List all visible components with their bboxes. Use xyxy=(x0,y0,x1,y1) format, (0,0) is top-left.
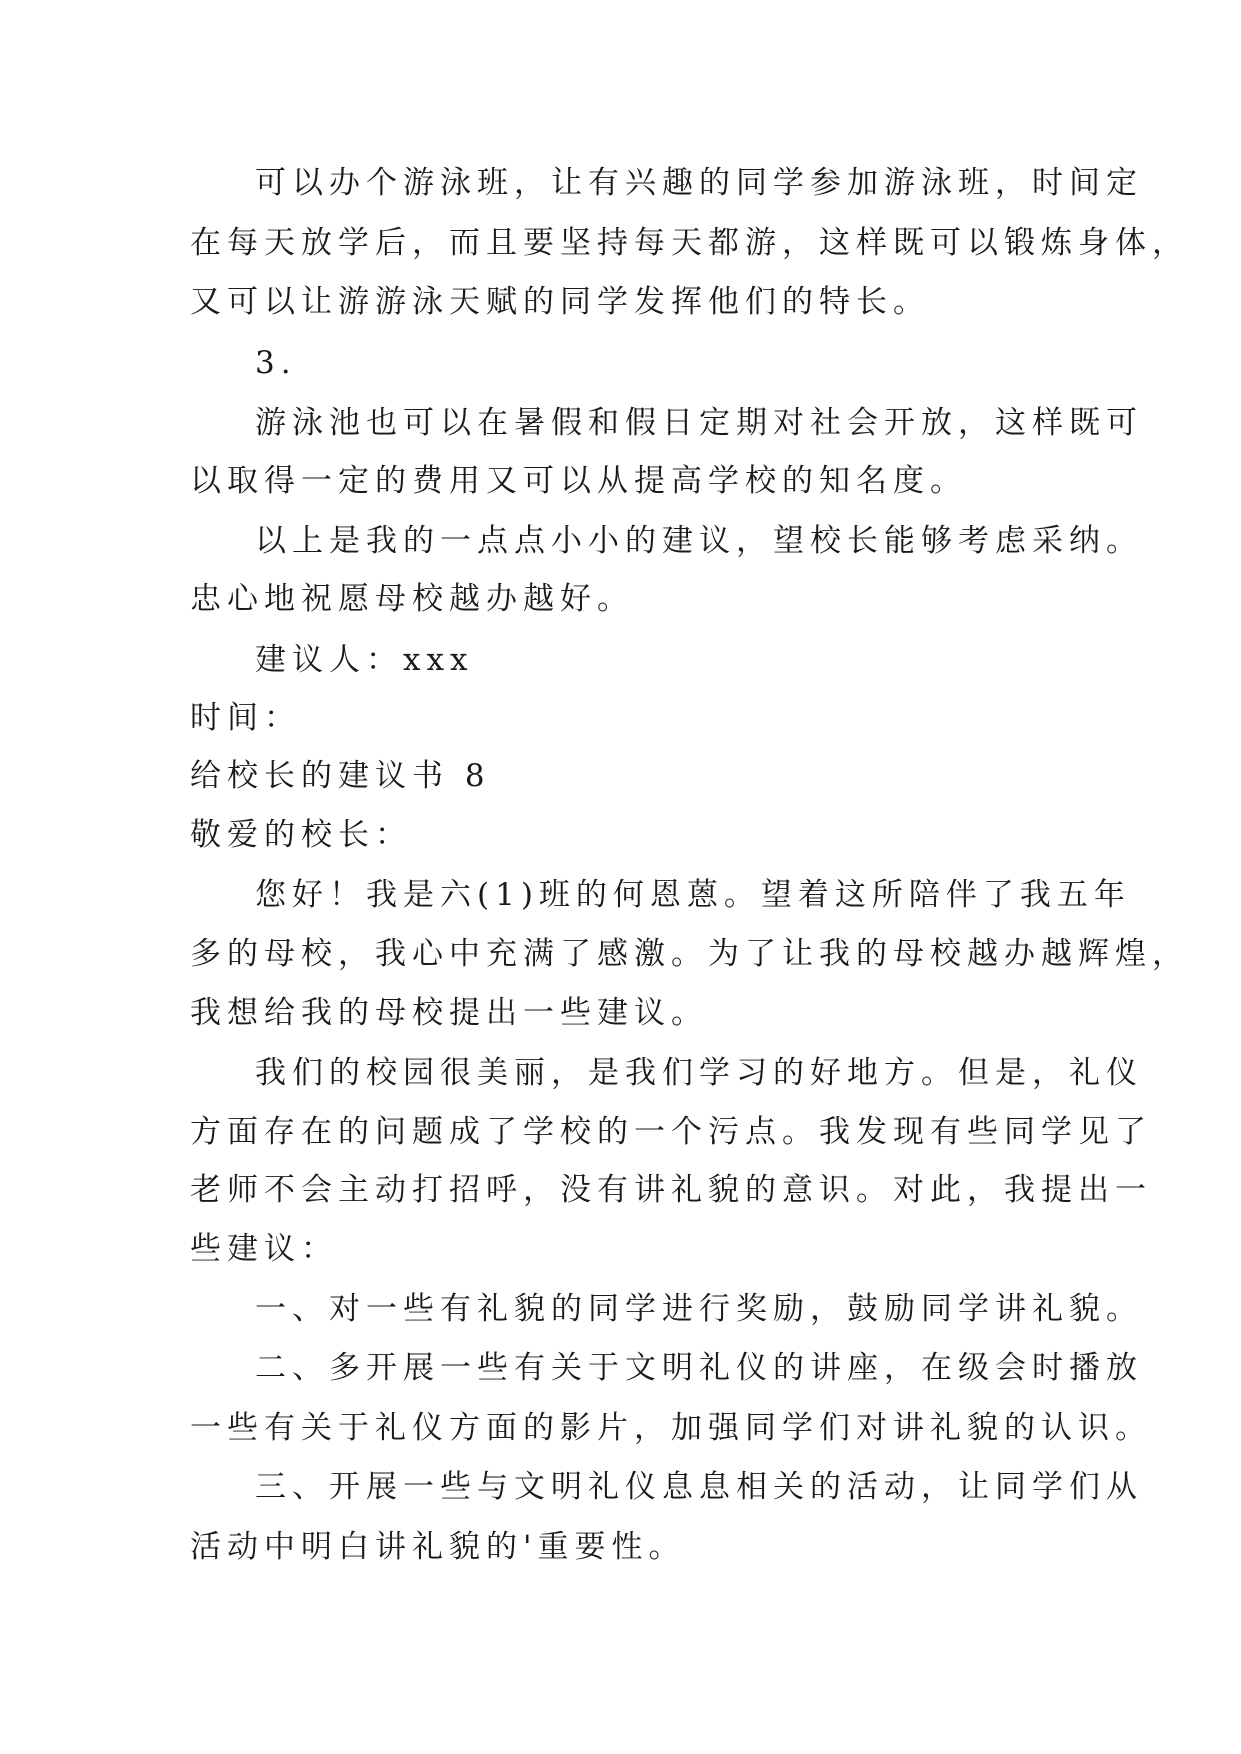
paragraph-line: 活动中明白讲礼貌的'重要性。 xyxy=(190,1529,686,1565)
paragraph-line: 我想给我的母校提出一些建议。 xyxy=(190,995,708,1031)
signature-line: 建议人：xxx xyxy=(255,642,474,678)
date-line: 时间： xyxy=(190,700,301,736)
paragraph-line: 方面存在的问题成了学校的一个污点。我发现有些同学见了 xyxy=(190,1114,1152,1150)
paragraph-line: 以取得一定的费用又可以从提高学校的知名度。 xyxy=(190,463,967,499)
list-item: 二、多开展一些有关于文明礼仪的讲座，在级会时播放 xyxy=(255,1350,1143,1386)
paragraph-line: 您好！我是六(1)班的何恩蒽。望着这所陪伴了我五年 xyxy=(255,877,1131,913)
paragraph-line: 在每天放学后，而且要坚持每天都游，这样既可以锻炼身体， xyxy=(190,225,1189,261)
section-title: 给校长的建议书 8 xyxy=(190,758,491,794)
list-number: 3. xyxy=(255,345,297,381)
paragraph-line: 游泳池也可以在暑假和假日定期对社会开放，这样既可 xyxy=(255,405,1143,441)
list-item: 三、开展一些与文明礼仪息息相关的活动，让同学们从 xyxy=(255,1469,1143,1505)
paragraph-line: 忠心地祝愿母校越办越好。 xyxy=(190,581,634,617)
paragraph-line: 多的母校，我心中充满了感激。为了让我的母校越办越辉煌， xyxy=(190,936,1189,972)
paragraph-line: 一些有关于礼仪方面的影片，加强同学们对讲礼貌的认识。 xyxy=(190,1410,1152,1446)
paragraph-line: 我们的校园很美丽，是我们学习的好地方。但是，礼仪 xyxy=(255,1055,1143,1091)
salutation: 敬爱的校长： xyxy=(190,817,412,853)
paragraph-line: 可以办个游泳班，让有兴趣的同学参加游泳班，时间定 xyxy=(255,165,1143,201)
paragraph-line: 又可以让游游泳天赋的同学发挥他们的特长。 xyxy=(190,284,930,320)
paragraph-line: 些建议： xyxy=(190,1231,338,1267)
paragraph-line: 以上是我的一点点小小的建议，望校长能够考虑采纳。 xyxy=(255,523,1143,559)
paragraph-line: 老师不会主动打招呼，没有讲礼貌的意识。对此，我提出一 xyxy=(190,1172,1152,1208)
list-item: 一、对一些有礼貌的同学进行奖励，鼓励同学讲礼貌。 xyxy=(255,1291,1143,1327)
